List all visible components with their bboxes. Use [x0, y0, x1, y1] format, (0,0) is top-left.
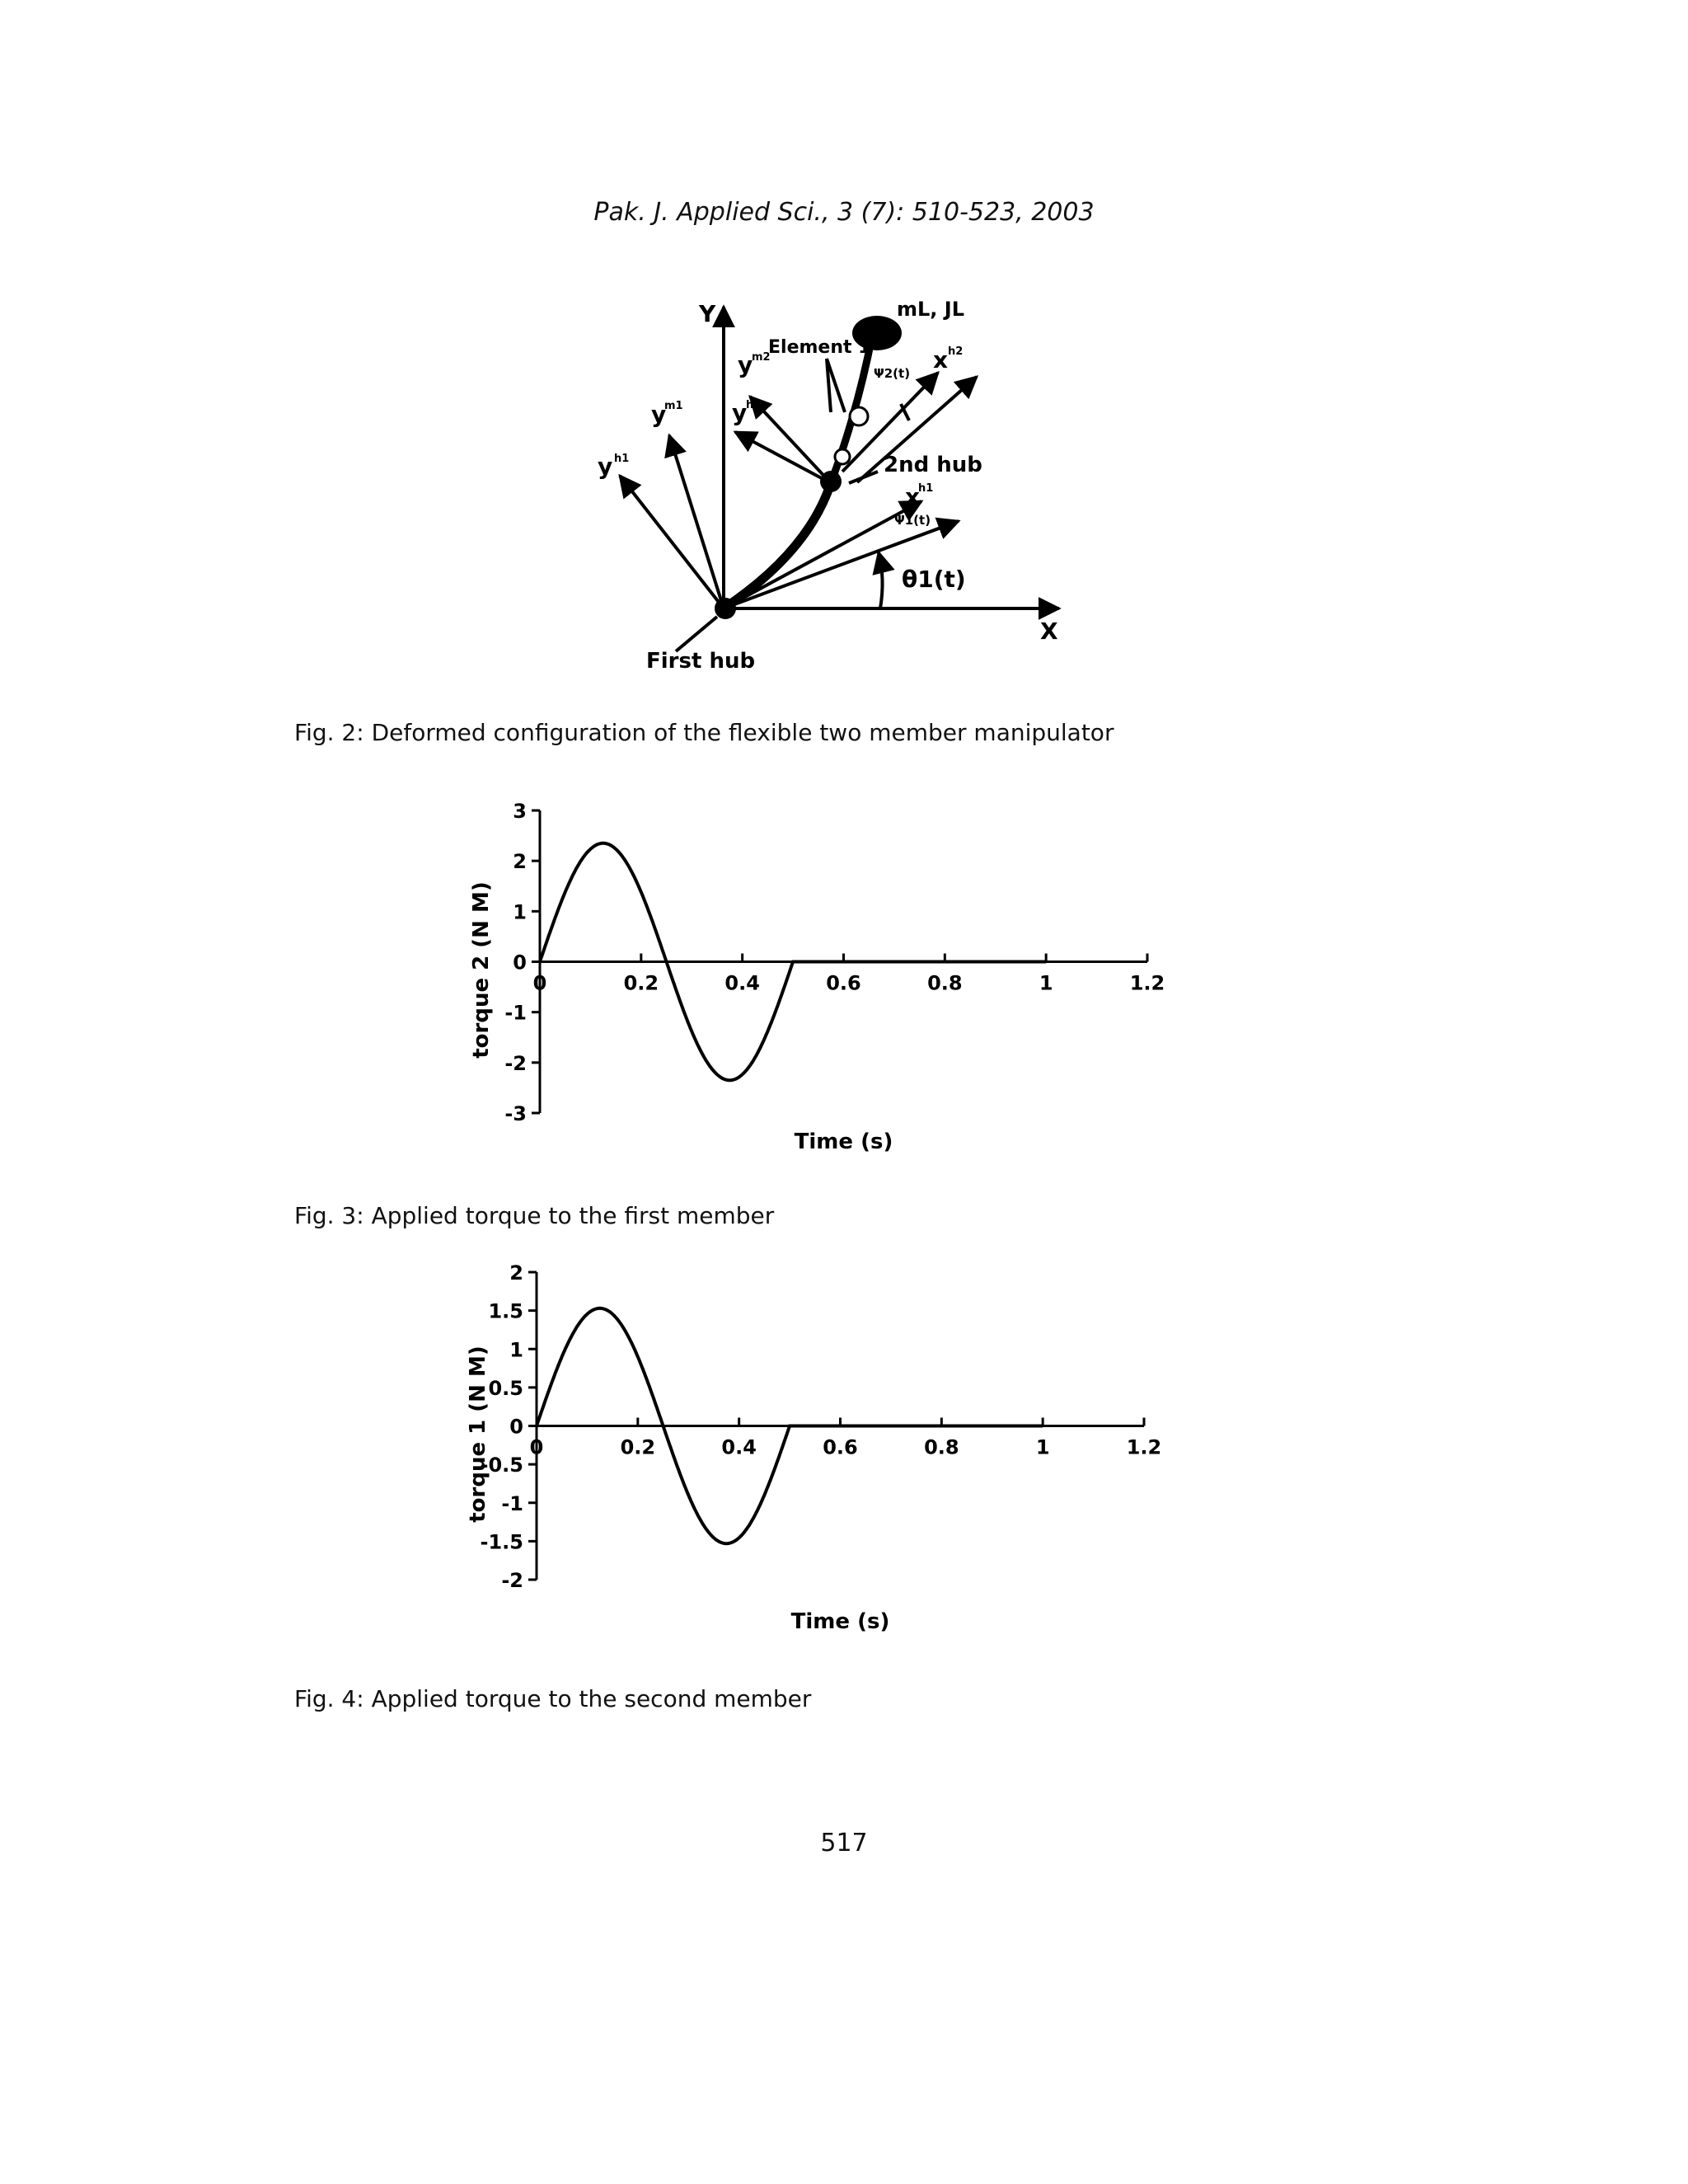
y-tick-label: -1 — [501, 1491, 523, 1515]
x-tick-label: 0.2 — [620, 1435, 656, 1459]
x-tick-label: 1.2 — [1126, 1435, 1162, 1459]
theta-arc — [879, 552, 883, 608]
y-tick-label: 0.5 — [488, 1376, 523, 1400]
label-Y: Y — [699, 300, 716, 327]
label-ym2: y — [738, 351, 753, 378]
label-xh1-sup: h1 — [918, 482, 934, 495]
x-tick-label: 0 — [532, 971, 547, 995]
x-axis-label: Time (s) — [794, 1130, 893, 1154]
x-tick-label: 0.8 — [927, 971, 963, 995]
label-ym1-sup: m1 — [664, 400, 683, 412]
y-tick-label: 2 — [513, 850, 527, 874]
figure3-caption: Fig. 3: Applied torque to the first member — [294, 1202, 775, 1229]
y-tick-label: 3 — [513, 800, 527, 823]
label-yh1-sup: h1 — [614, 453, 630, 465]
second-hub-dot — [820, 471, 842, 492]
y-tick-label: 0 — [513, 951, 527, 975]
x-tick-label: 0.6 — [823, 1435, 858, 1459]
x-tick-label: 0.4 — [721, 1435, 757, 1459]
y-tick-label: -0.5 — [480, 1454, 523, 1477]
x-tick-label: 0 — [529, 1435, 544, 1459]
x-tick-label: 0.2 — [623, 971, 659, 995]
ym2-arrow — [750, 397, 831, 483]
element-node-2 — [850, 407, 868, 425]
y-tick-label: -3 — [504, 1102, 527, 1125]
label-ym2-sup: m2 — [752, 351, 771, 364]
y-tick-label: 0 — [509, 1415, 523, 1439]
figure4-caption: Fig. 4: Applied torque to the second member — [294, 1685, 812, 1712]
yh2-arrow — [735, 432, 831, 483]
first-hub-dot — [715, 598, 736, 619]
y-axis-label: torque 2 (N M) — [469, 881, 494, 1059]
label-xh2: x — [933, 346, 949, 373]
first-hub-leader — [676, 617, 717, 651]
label-second-hub: 2nd hub — [884, 453, 982, 477]
y-tick-label: -1 — [504, 1001, 527, 1025]
label-element: Element 1 — [768, 337, 871, 358]
x-tick-label: 0.6 — [826, 971, 861, 995]
x-tick-label: 1 — [1039, 971, 1053, 995]
label-xh1: x — [905, 483, 921, 510]
y-tick-label: 2 — [509, 1261, 523, 1285]
label-xh2-sup: h2 — [948, 345, 964, 358]
x-tick-label: 0.4 — [724, 971, 760, 995]
x-axis-label: Time (s) — [790, 1609, 890, 1634]
label-psi1: Ψ1(t) — [894, 513, 931, 528]
x-tick-label: 1 — [1035, 1435, 1050, 1459]
x-tick-label: 1.2 — [1129, 971, 1165, 995]
x-tick-label: 0.8 — [924, 1435, 959, 1459]
y-tick-label: -2 — [504, 1051, 527, 1075]
label-ym1: y — [651, 401, 667, 428]
y-tick-label: -2 — [501, 1569, 523, 1592]
y-tick-label: 1 — [509, 1338, 523, 1362]
y-tick-label: 1 — [513, 900, 527, 924]
journal-header: Pak. J. Applied Sci., 3 (7): 510-523, 2003 — [593, 198, 1095, 227]
label-theta: θ1(t) — [902, 566, 966, 593]
page-number: 517 — [820, 1829, 868, 1858]
label-X: X — [1040, 618, 1058, 645]
label-yh1: y — [598, 453, 613, 480]
yh1-arrow — [620, 476, 724, 608]
label-yh2: y — [732, 399, 748, 426]
second-hub-leader — [849, 472, 878, 483]
psi1-ray-arrow — [724, 521, 959, 608]
y-axis-label: torque 1 (N M) — [466, 1346, 490, 1523]
label-first-hub: First hub — [646, 649, 756, 674]
label-psi2: Ψ2(t) — [874, 366, 911, 381]
label-yh2-sup: h2 — [746, 399, 762, 411]
y-tick-label: 1.5 — [488, 1299, 523, 1323]
label-mass: mL, JL — [897, 298, 964, 321]
figure2-caption: Fig. 2: Deformed configuration of the flexible two member manipulator — [294, 719, 1114, 746]
ym1-arrow — [669, 435, 724, 608]
element-node-1 — [835, 449, 850, 464]
y-tick-label: -1.5 — [480, 1530, 523, 1554]
